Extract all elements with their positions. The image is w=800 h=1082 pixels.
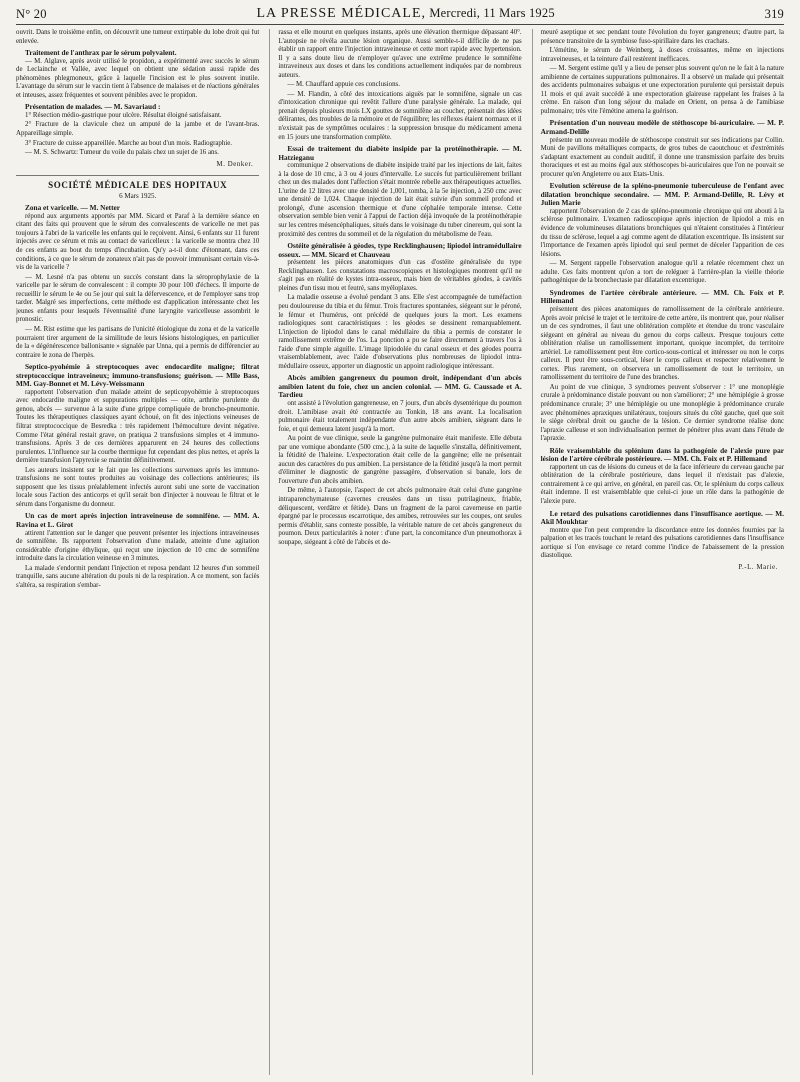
paragraph: — M. Flandin, à côté des intoxications aiguës par le somnifène, signale un cas d'intoxication chronique qui revêtit l'allure d'une paralysie générale. La malade, qui prenait depuis plusieurs mois LX gouttes de somnifène au coucher, présentait des idées délirantes, des troubles de la mémoire et de l'équilibre; les réflexes étaient normaux et il n'existait pas de symptômes oculaires : la suppression brusque du médicament amena en 15 jours une transformation complète. [278,90,522,141]
author-signature: P.-L. Marie. [738,563,778,571]
society-heading: SOCIÉTÉ MÉDICALE DES HOPITAUX [16,175,259,190]
paragraph: attirent l'attention sur le danger que peuvent présenter les injections intraveineuses de somnifène. Ils rapportent l'observation d'une malade, atteinte d'une agitation considérable d'origine éthylique, qui reçut une injection de 10 cmc de somnifène introduite dans la circulation veineuse en 3 minutes. [16,529,260,563]
page-header [16,0,784,25]
section-heading: Essai de traitement du diabète insipide par la protéinothérapie. — M. Hatzieganu [278,144,522,162]
paragraph: montre que l'on peut comprendre la discordance entre les données fournies par la palpation et les tracés touchant le retard des pulsations carotidiennes dans l'insuffisance aortique si l'on envisage ce retard comme l'indice de l'abaissement de la pression diastolique. [540,526,784,560]
paragraph: rapportent l'observation d'un malade atteint de septicopyohémie à streptocoques avec endocardite maligne et suppurations multiples — otite, arthrite purulente du genou, abcès — survenue à la suite d'une grippe compliquée de broncho-pneumonie. Toutes les thérapeutiques classiques ayant échoué, on fit des injections veineuses de filtrat streptococcique de Besredka : très rapidement l'hémoculture devint négative. Comme l'état général restait grave, on pratiqua 2 transfusions simples et 4 immuno-transfusions. Après 3 de ces dernières apparurent en 24 heures des collections purulentes. L'influence sur la courbe thermique fut cependant des plus nettes, et après la dernière transfusion l'apyrexie se maintint définitivement. [16,388,260,465]
column-2 [269,29,521,1075]
section-heading: Un cas de mort après injection intraveineuse de somnifène. — MM. A. Ravina et L. Girot [16,511,260,529]
paragraph: — M. Alglave, après avoir utilisé le propidon, a expérimenté avec succès le sérum de Leclainche et Vallée, avec lequel on obtient une sédation aussi rapide des phénomènes phlegmoneux, grâce à laquelle l'incision est le plus souvent inutile. L'avantage du sérum sur le vaccin tient à l'absence de malaises et de réactions générales et inteuses, assez fréquentes et souvent pénibles avec le propidon. [16,57,260,99]
paragraph: 1° Résection médio-gastrique pour ulcère. Résultat éloigné satisfaisant. [25,111,222,119]
issue-date: Mercredi, 11 Mars 1925 [429,6,555,20]
paragraph: ouvrit. Dans le troisième enfin, on découvrit une tumeur extirpable du lobe droit qui fut enlevée. [16,29,260,45]
section-heading: Traitement de l'anthrax par le sérum polyvalent. [25,48,177,58]
paragraph: Au point de vue clinique, 3 syndromes peuvent s'observer : 1° une monoplégie crurale à prédominance distale pouvant ou non s'améliorer; 2° une hémiplégie à grosse prédominance crurale; 3° une hémiplégie ou une monoplégie à prédominance crurale avec phénomènes apraxiques unilatéraux, toujours situés du côté gauche, quel que soit le siège cérébral droit ou gauche de la lésion. Ce dernier syndrome réalise donc l'apraxie calleuse et son individualisation permet de pénétrer plus avant dans l'étude de l'apraxie. [540,383,784,443]
section-heading: Zona et varicelle. — M. Netter [25,203,121,213]
journal-title: LA PRESSE MÉDICALE, [256,6,427,21]
paragraph: présente un nouveau modèle de stéthoscope construit sur ses indications par Collin. Muni de pavillons métalliques compacts, de gros tubes de caoutchouc et d'extrémités s'adaptant exactement au conduit auditif, il donne une transmission parfaite des bruits thoraciques et est au moins égal aux stéthoscopes bi-auriculaires que l'on ne pouvait se procurer qu'en Angleterre ou aux Etats-Unis. [540,136,784,178]
author-signature: M. Denker. [216,160,254,168]
paragraph: rapportent un cas de lésions du cuneus et de la face inférieure du cerveau gauche par oblitération de la cérébrale postérieure, dans lequel il n'existait pas d'alexie, contrairement à ce qui arrive, en général, en pareil cas. Or, le splénium du corps calleux était indemne. Il est vraisemblable que celui-ci joue un rôle dans la pathogénie de l'alexie pure. [540,463,784,505]
column-1 [16,29,259,1075]
issue-number: N° 20 [16,7,47,21]
paragraph: — M. Lesné n'a pas obtenu un succès constant dans la séroprophylaxie de la varicelle par le sérum de convalescent : il compte 30 pour 100 d'échecs. Il importe de recueillir le sérum le 4e ou 5e jour qui suit la défervescence, et de l'employer sans trop tarder. Malgré ses imperfections, cette méthode est d'application intéressante chez les jeunes enfants pour lesquels l'éventualité d'une laryngite varicelleuse assombrit le pronostic. [16,273,260,324]
paragraph: ont assisté à l'évolution gangreneuse, en 7 jours, d'un abcès dysentérique du poumon droit. L'amibiase avait été contractée au Tonkin, 18 ans avant. La localisation pulmonaire était totalement indépendante d'un autre abcès amibien, siégeant dans le foie, et qui demeura latent jusqu'à la mort. [278,399,522,433]
paragraph: 2° Fracture de la clavicule chez un amputé de la jambe et de l'avant-bras. Appareillage simple. [16,121,260,138]
paragraph: De même, à l'autopsie, l'aspect de cet abcès pulmonaire était celui d'une gangrène intraparenchymateuse (cavernes creusées dans un tissu putrilagineux, friable, déliquescent, verdâtre et fétide). Dans un fragment de la paroi caverneuse en partie épargné par le processus escarrotique, des amibes, retrouvées sur les coupes, ont seules permis d'établir, sans conteste possible, la véritable nature de cet abcès gangreneux du poumon. Deux particularités à noter : d'une part, la concomitance d'un pneumothorax à soupape, siégeant à côté de l'abcès et de- [278,487,522,546]
paragraph: 3° Fracture de cuisse appareillée. Marche au bout d'un mois. Radiographie. [25,139,233,147]
section-heading: Rôle vraisemblable du splénium dans la pathogénie de l'alexie pure par lésion de l'artère cérébrale postérieure. — MM. Ch. Foix et P. Hillemand [540,445,784,464]
column-3 [532,29,784,1075]
page-number: 319 [764,7,784,21]
paragraph: présentent des pièces anatomiques de ramollissement de la cérébrale antérieure. Après avoir précisé le trajet et le territoire de cette artère, ils montrent que, pour réaliser un de ces syndromes, il faut une oblitération complète et étendue du tronc vasculaire siégeant en général au niveau du genou du corps calleux. Presque toujours cette oblitération réalise un ramollissement important, quoique incomplet, du territoire artériel. Le ramollissement peut être cortico-sous-cortical et intéresser ou non le corps calleux. Il peut être sous-cortical, léser le corps calleux et respecter relativement le cortex. Plus rarement, on observera un ramollissement de tout le territoire, un ramollissement du territoire de l'une des branches. [540,305,784,382]
paragraph: L'émétine, le sérum de Weinberg, à doses croissantes, même en injections intraveineuses, et la teinture d'ail restèrent inefficaces. [540,47,784,63]
section-heading: Le retard des pulsations carotidiennes dans l'insuffisance aortique. — M. Akil Moukhtar [540,508,784,527]
section-heading: Ostéite généralisée à géodes, type Recklinghausen; lipiodol intramédullaire osseux. — MM. Sicard et Chauveau [278,241,522,259]
paragraph: — M. Rist estime que les partisans de l'unicité étiologique du zona et de la varicelle pourraient tirer argument de la similitude de leurs lésions histologiques, en particulier de la « dégénérescence ballonisante » signalée par Unna, qui a permis de différencier au contraire le zona de l'herpès. [16,325,260,359]
society-date: 6 Mars 1925. [119,191,157,200]
paragraph: — M. Sergent estime qu'il y a lieu de penser plus souvent qu'on ne le fait à la nature amibienne de certaines suppurations pulmonaires. Il a observé un malade qui présentait des accidents pulmonaires subaigus et une expectoration purulente qui persistait depuis 11 mois et qui avait succédé à une expectoration glaireuse rappelant les fraises à la crème. En raison d'un long séjour du malade en Orient, on pensa à de l'amibiase pulmonaire; très vite l'émétine amena la guérison. [540,65,784,115]
paragraph: meuré aseptique et sec pendant toute l'évolution du foyer gangreneux; d'autre part, la présence transitoire de la symbiose fuso-spirillaire dans les crachats. [540,29,784,45]
article-columns [16,29,784,1075]
section-heading: Evolution scléreuse de la spléno-pneumonie tuberculeuse de l'enfant avec dilatation bronchique secondaire. — MM. P. Armand-Delille, R. Lévy et Julien Marie [540,181,784,208]
paragraph: Les auteurs insistent sur le fait que les collections survenues après les immuno-transfusions ne sont toutes produites au voisinage des collections antérieures; ils supposent que les tissus préalablement infectés auront subi une sorte de vaccination locale sous l'action des anticorps et qu'il serait bon d'injecter à nouveau le filtrat et le sérum dans l'organisme du donneur. [16,466,260,508]
paragraph: répond aux arguments apportés par MM. Sicard et Paraf à la dernière séance en citant des faits qui prouvent que le sérum des convalescents de varicelle ne met pas toujours à l'abri de la varicelle les enfants qui le reçoivent. Ainsi, 6 enfants sur 11 furent injectés avec ce sérum et mis au contact de varicelleux : la varicelle se montra chez 10 de ces enfants au bout du temps d'incubation. Qu'y a-t-il donc d'étonnant, dans ces conditions, à ce que le sérum de zonateux n'ait pas de pouvoir immunisant certain vis-à-vis de la varicelle ? [16,212,260,272]
paragraph: présentent les pièces anatomiques d'un cas d'ostéite généralisée du type Recklinghausen. Les constatations macroscopiques et histologiques montrent qu'il ne s'agit pas en réalité de kystes intra-osseux, mais bien de véritables géodes, à cavités pleines d'un tissu mou et feutré, sans myéloplaxes. [278,259,522,292]
section-heading: Septico-pyohémie à streptocoques avec endocardite maligne; filtrat streptococcique intraveineux; immuno-transfusions; guérison. — Mlle Bass, MM. Gay-Bonnet et M. Lévy-Weissmann [16,362,260,389]
paragraph: — M. S. Schwartz: Tumeur du voile du palais chez un sujet de 16 ans. [25,149,219,157]
paragraph: La maladie osseuse a évolué pendant 3 ans. Elle s'est accompagnée de tuméfaction peu douloureuse du tibia et du fémur. Trois fractures spontanées, siégeant sur le péroné, le fémur et l'humérus, ont précédé de quelques jours la mort. Les examens radiologiques sont caractéristiques : les géodes se dessinent remarquablement. L'injection de lipiodol dans le canal médullaire du tibia a permis de constater le ramollissement extrême de l'os. La ponction a pu se faire directement à travers l'os à l'aide d'une simple aiguille. L'image lipiodolée du canal osseux et des géodes pourra vraisemblablement, avec l'aide d'observations plus nombreuses de lipiodol intra-médullaire osseux, apporter un diagnostic un appoint radiologique intéressant. [278,294,522,370]
paragraph: rassa et elle mourut en quelques instants, après une élévation thermique dépassant 40°. L'autopsie ne révéla aucune lésion organique. Aussi semble-t-il difficile de ne pas établir un rapport entre l'injection intraveineuse et cette mort rapide avec hypertension. Il y a sans doute lieu de n'employer qu'avec une extrême prudence le somnifène intraveineux aux doses et dans les conditions actuellement indiquées par de nombreux auteurs. [278,29,522,79]
paragraph: rapportent l'observation de 2 cas de spléno-pneumonie chronique qui ont abouti à la sclérose pulmonaire. L'examen radioscopique après injection de lipiodol a mis en évidence de volumineuses dilatations bronchiques qui n'étaient constituées à l'intérieur du tissu de sclérose, lequel a agi comme agent de dilatation excentrique. Ils insistent sur l'importance de l'examen après lipiodol qui seul permet de déceler l'apparition de ces lésions. [540,207,784,258]
section-heading: Abcès amibien gangreneux du poumon droit, indépendant d'un abcès amibien latent du foie, chez un ancien colonial. — MM. G. Caussade et A. Tardieu [278,373,522,400]
paragraph: — M. Sergent rappelle l'observation analogue qu'il a relatée récemment chez un adulte. Ces faits montrent qu'on a tort de reléguer à l'arrière-plan la vieille théorie pathogénique de la bronchectasie par dilatation excentrique. [540,260,784,285]
paragraph: — M. Chauffard appuie ces conclusions. [287,81,400,89]
paragraph: communique 2 observations de diabète insipide traité par les injections de lait, faites à la dose de 10 cmc, à 3 ou 4 jours d'intervalle. Le succès fut particulièrement brillant chez un des malades dont l'affection s'était montrée rebelle aux thérapeutiques actuelles. L'urine de 12 litres avec une densité de 1,001, tomba, à la 5e injection, à 250 cmc avec une densité de 1,024. Chaque injection de lait était suivie d'un sommeil profond et prolongé, d'une ascension thermique et d'une céphalée temporale intense. Cette observation semble bien venir à l'appui de l'action déjà invoquée de la protéinothérapie sur les centres mésencéphaliques, situés dans le voisinage du tuber cinereum, qui sont la proximité des centres du sommeil et de la régulation du métabolisme de l'eau. [278,162,522,238]
paragraph: La malade s'endormit pendant l'injection et reposa pendant 12 heures d'un sommeil tranquille, sans aucune altération du pouls ni de la respiration. A ce moment, son faciès s'altéra, sa respiration s'embar- [16,564,260,589]
section-heading: Présentation de malades. — M. Savariaud : [25,102,161,112]
paragraph: Au point de vue clinique, seule la gangrène pulmonaire était manifeste. Elle débuta par une vomique abondante (500 cmc.), à la suite de laquelle s'installa, définitivement, la fétidité de l'haleine. L'expectoration était celle de la gangrène; elle ne présentait aucun des caractères du pus amibien. La persistance de la fétidité jusqu'à la mort permit d'éliminer le diagnostic de gangrène passagère, d'observation si banale, lors de l'ouverture d'un abcès amibien. [278,435,522,485]
section-heading: Syndromes de l'artère cérébrale antérieure. — MM. Ch. Foix et P. Hillemand [540,287,784,306]
section-heading: Présentation d'un nouveau modèle de stéthoscope bi-auriculaire. — M. P. Armand-Delille [540,118,784,137]
